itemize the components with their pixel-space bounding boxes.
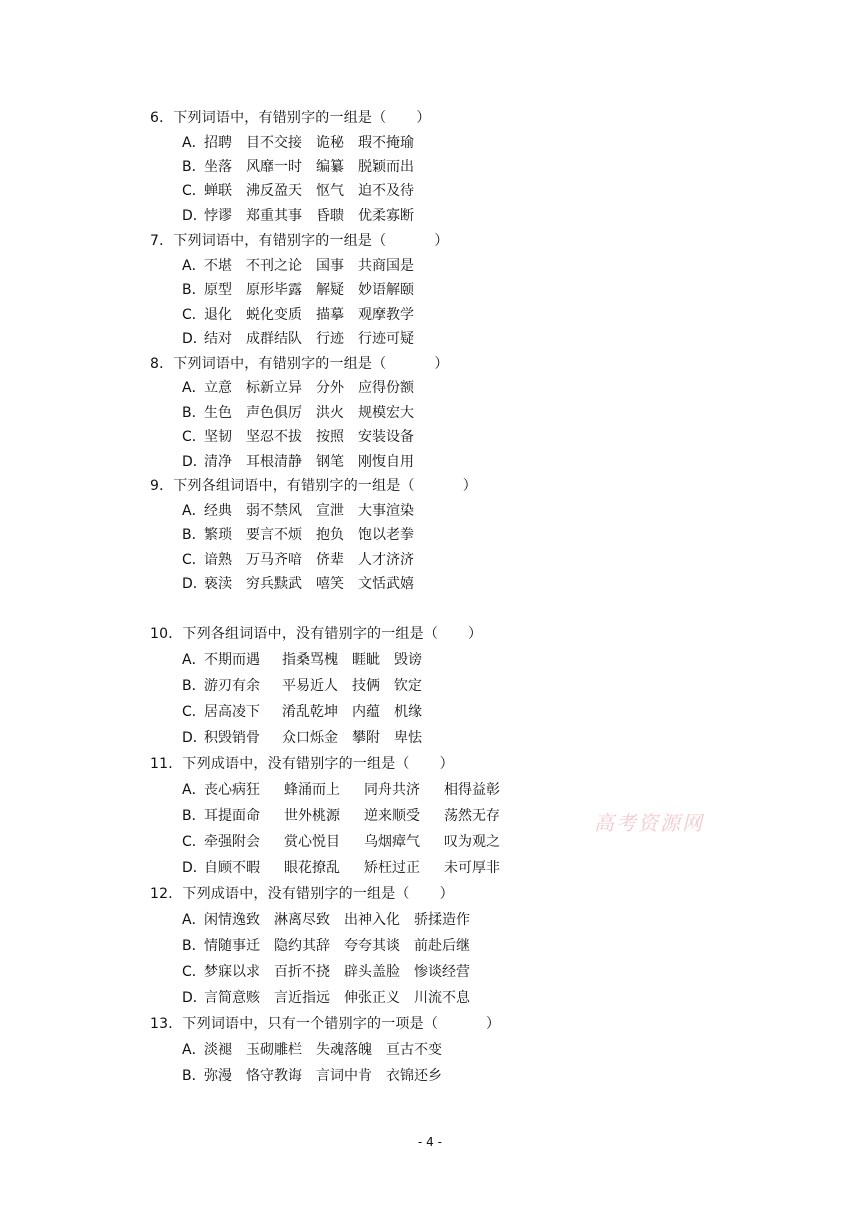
- option-a: A．闲情逸致 淋离尽致 出神入化 骄揉造作: [182, 912, 470, 928]
- watermark: 高考资源网: [594, 811, 704, 835]
- option-a: A．立意 标新立异 分外 应得份额: [182, 380, 414, 396]
- option-c: C．牵强附会 赏心悦目 乌烟瘴气 叹为观之: [182, 834, 500, 850]
- question-stem: 12．下列成语中，没有错别字的一组是（ ）: [150, 886, 454, 902]
- question-stem: 9．下列各组词语中，有错别字的一组是（ ）: [150, 478, 477, 494]
- option-b: B．生色 声色俱厉 洪火 规模宏大: [182, 405, 414, 421]
- question-stem: 13．下列词语中，只有一个错别字的一项是（ ）: [150, 1016, 501, 1032]
- option-a: A．不期而遇 指桑骂槐 睚眦 毁谤: [182, 652, 422, 668]
- question-stem: 7．下列词语中，有错别字的一组是（ ）: [150, 233, 449, 249]
- option-b: B．弥漫 恪守教诲 言词中肯 衣锦还乡: [182, 1068, 442, 1084]
- option-d: D．悖谬 郑重其事 昏聩 优柔寡断: [182, 208, 414, 224]
- option-b: B．繁琐 要言不烦 抱负 饱以老拳: [182, 527, 414, 543]
- question-stem: 11．下列成语中，没有错别字的一组是（ ）: [150, 756, 454, 772]
- option-d: D．结对 成群结队 行迹 行迹可疑: [182, 331, 414, 347]
- option-c: C．蝉联 沸反盈天 怄气 迫不及待: [182, 183, 414, 199]
- option-a: A．丧心病狂 蜂涌而上 同舟共济 相得益彰: [182, 782, 500, 798]
- question-stem: 6．下列词语中，有错别字的一组是（ ）: [150, 110, 431, 126]
- option-a: A．不堪 不刊之论 国事 共商国是: [182, 258, 414, 274]
- option-b: B．坐落 风靡一时 编纂 脱颖而出: [182, 159, 414, 175]
- option-c: C．谙熟 万马齐喑 侪辈 人才济济: [182, 552, 414, 568]
- option-a: A．淡褪 玉砌雕栏 失魂落魄 亘古不变: [182, 1042, 442, 1058]
- option-c: C．坚韧 坚忍不拔 按照 安装设备: [182, 429, 414, 445]
- option-c: C．居高凌下 淆乱乾坤 内蕴 机缘: [182, 704, 422, 720]
- question-stem: 8．下列词语中，有错别字的一组是（ ）: [150, 356, 449, 372]
- page-number: - 4 -: [418, 1135, 442, 1149]
- option-b: B．情随事迁 隐约其辞 夸夸其谈 前赴后继: [182, 938, 470, 954]
- option-b: B．耳提面命 世外桃源 逆来顺受 荡然无存: [182, 808, 500, 824]
- option-a: A．经典 弱不禁风 宣泄 大事渲染: [182, 503, 414, 519]
- option-b: B．原型 原形毕露 解疑 妙语解颐: [182, 282, 414, 298]
- option-d: D．积毁销骨 众口烁金 攀附 卑怯: [182, 730, 422, 746]
- option-c: C．退化 蜕化变质 描摹 观摩教学: [182, 307, 414, 323]
- option-d: D．言简意赅 言近指远 伸张正义 川流不息: [182, 990, 470, 1006]
- option-d: D．亵渎 穷兵黩武 嘻笑 文恬武嬉: [182, 576, 414, 592]
- option-d: D．清净 耳根清静 钢笔 刚愎自用: [182, 454, 414, 470]
- option-b: B．游刃有余 平易近人 技俩 钦定: [182, 678, 422, 694]
- option-d: D．自顾不暇 眼花撩乱 矫枉过正 未可厚非: [182, 860, 500, 876]
- option-c: C．梦寐以求 百折不挠 辟头盖脸 惨谈经营: [182, 964, 470, 980]
- option-a: A．招聘 目不交接 诡秘 瑕不掩瑜: [182, 135, 414, 151]
- question-stem: 10．下列各组词语中，没有错别字的一组是（ ）: [150, 626, 483, 642]
